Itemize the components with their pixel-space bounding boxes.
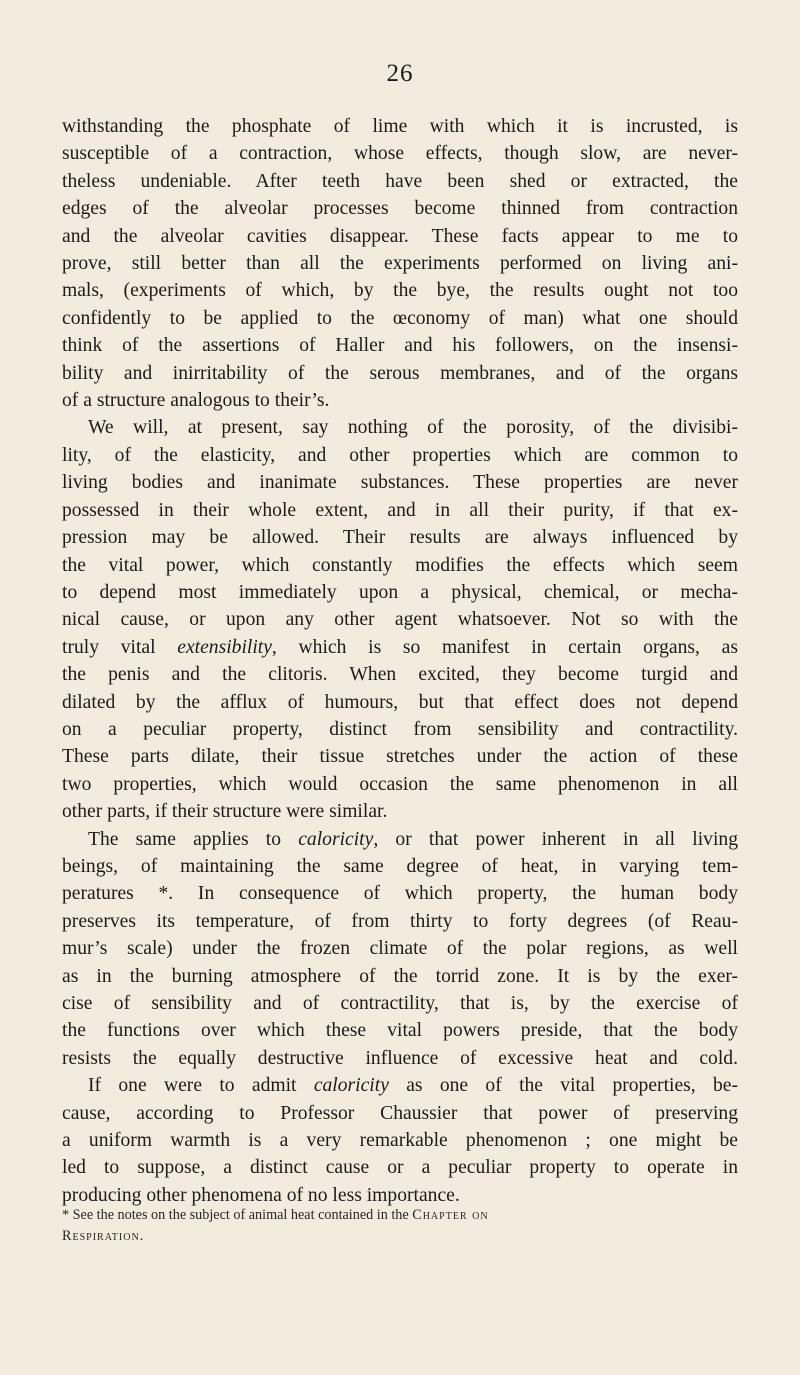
text-line: If one were to admit caloricity as one of the vital properties, be-	[88, 1075, 739, 1097]
text-line: two properties, which would occasion the same phenomenon in all	[62, 773, 738, 795]
text-line: possessed in their whole extent, and in all their purity, if that ex-	[62, 499, 738, 521]
paragraph-1	[62, 113, 738, 414]
text-line: nical cause, or upon any other agent whatsoever. Not so with the	[62, 609, 738, 631]
text-line: cise of sensibility and of contractility, that is, by the exercise of	[62, 993, 738, 1014]
text-line: lity, of the elasticity, and other properties which are common to	[62, 444, 738, 466]
text-line: confidently to be applied to the œconomy of man) what one should	[62, 307, 738, 329]
text-line: mur’s scale) under the frozen climate of the polar regions, as well	[62, 938, 738, 960]
text-line: theless undeniable. After teeth have been shed or extracted, the	[62, 170, 738, 192]
text-line: resists the equally destructive influence of excessive heat and cold.	[62, 1047, 738, 1069]
text-line: dilated by the afflux of humours, but that effect does not depend	[62, 691, 738, 713]
text-line: These parts dilate, their tissue stretches under the action of these	[62, 746, 738, 768]
footnote-line: Respiration.	[62, 1228, 145, 1244]
text-line: cause, according to Professor Chaussier that power of preserving	[62, 1102, 738, 1124]
text-line: edges of the alveolar processes become thinned from contraction	[62, 198, 738, 220]
text-line: preserves its temperature, of from thirty to forty degrees (of Reau-	[62, 910, 738, 932]
text-line: pression may be allowed. Their results are always influenced by	[62, 527, 738, 549]
text-line: a uniform warmth is a very remarkable phenomenon ; one might be	[62, 1130, 738, 1152]
text-line: the penis and the clitoris. When excited, they become turgid and	[62, 664, 738, 686]
text-line: producing other phenomena of no less importance.	[62, 1184, 460, 1206]
text-line: prove, still better than all the experiments performed on living ani-	[62, 253, 738, 275]
paragraph-4	[62, 1072, 738, 1209]
text-line: of a structure analogous to their’s.	[62, 390, 330, 412]
paragraph-3	[62, 826, 738, 1073]
text-line: led to suppose, a distinct cause or a peculiar property to operate in	[62, 1157, 738, 1179]
text-line: truly vital extensibility, which is so manifest in certain organs, as	[62, 636, 738, 658]
text-line: the functions over which these vital powers preside, that the body	[62, 1020, 738, 1042]
text-line: peratures *. In consequence of which property, the human body	[62, 883, 738, 905]
page-number: 26	[386, 60, 414, 87]
footnote-line: * See the notes on the subject of animal heat contained in the Chapter on	[62, 1207, 489, 1223]
text-line: to depend most immediately upon a physical, chemical, or mecha-	[62, 581, 738, 603]
paragraph-2	[62, 414, 738, 825]
text-line: the vital power, which constantly modifies the effects which seem	[62, 554, 738, 576]
emphasis-extensibility: extensibility	[177, 636, 272, 658]
body-text	[62, 113, 738, 1209]
text-line: as in the burning atmosphere of the torrid zone. It is by the exer-	[62, 965, 738, 987]
text-line: beings, of maintaining the same degree of heat, in varying tem-	[62, 855, 738, 877]
text-line: and the alveolar cavities disappear. These facts appear to me to	[62, 225, 738, 247]
text-line: We will, at present, say nothing of the porosity, of the divisibi-	[88, 417, 738, 439]
emphasis-caloricity: caloricity	[298, 828, 374, 850]
text-line: living bodies and inanimate substances. These properties are never	[62, 472, 738, 494]
text-line: bility and inirritability of the serous membranes, and of the organs	[62, 362, 738, 384]
text-line: other parts, if their structure were similar.	[62, 801, 388, 823]
text-line: mals, (experiments of which, by the bye, the results ought not too	[62, 280, 738, 302]
text-line: on a peculiar property, distinct from sensibility and contractility.	[62, 718, 738, 740]
text-line: withstanding the phosphate of lime with which it is incrusted, is	[62, 116, 738, 137]
text-line: The same applies to caloricity, or that power inherent in all living	[88, 828, 738, 850]
emphasis-caloricity: caloricity	[313, 1075, 389, 1097]
text-line: think of the assertions of Haller and his followers, on the insensi-	[62, 335, 738, 357]
footnote	[62, 1205, 738, 1247]
text-line: susceptible of a contraction, whose effects, though slow, are never-	[62, 143, 738, 165]
